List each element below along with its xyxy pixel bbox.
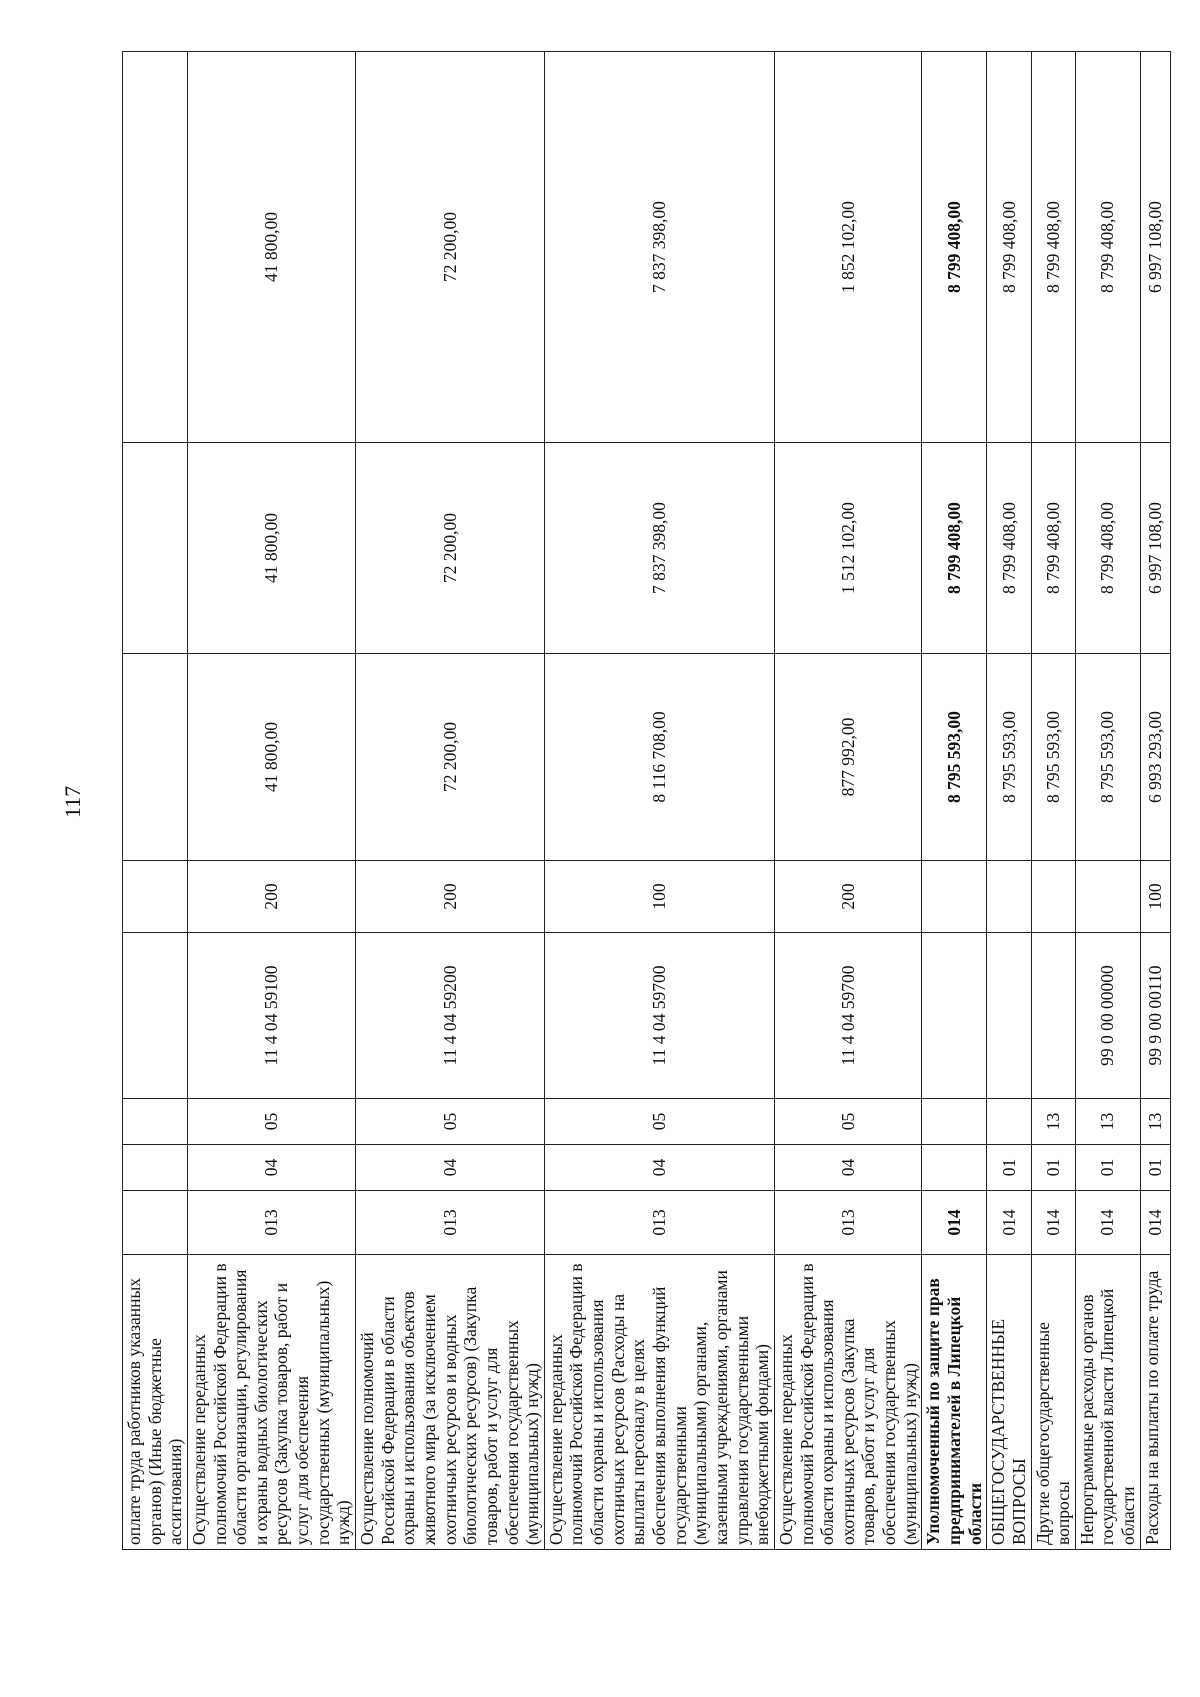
row-pr-code-cell: 05 [774,1099,921,1145]
row-sum-year2-cell: 8 799 408,00 [987,443,1031,654]
row-name-cell: оплате труда работников указанных органов) (Иные бюджетные ассигнования) [123,1255,188,1550]
budget-table-rotated [122,52,1165,1550]
row-sum-year1-cell: 8 795 593,00 [1075,654,1140,861]
row-sum-year2-cell: 1 512 102,00 [774,443,921,654]
row-rz-code-cell: 04 [774,1145,921,1191]
table-row [123,52,188,1550]
row-gr-code-cell: 014 [1031,1191,1075,1255]
row-csr-code-cell: 11 4 04 59200 [356,933,545,1099]
table-row [922,52,987,1550]
row-gr-code-cell: 014 [987,1191,1031,1255]
row-sum-year3-cell [123,52,188,443]
row-sum-year1-cell: 8 795 593,00 [987,654,1031,861]
row-gr-code-cell: 014 [922,1191,987,1255]
row-vr-code-cell: 200 [774,861,921,933]
row-sum-year3-cell: 6 997 108,00 [1140,52,1170,443]
row-pr-code-cell: 13 [1075,1099,1140,1145]
row-csr-code-cell [987,933,1031,1099]
row-sum-year2-cell [123,443,188,654]
row-gr-code-cell: 013 [187,1191,355,1255]
row-name-cell: Осуществление полномочий Российской Федерации в области охраны и использования объектов животного мира (за исключением охотничьих ресурсов и водных биологических ресурсов) (Закупка товаров, работ и услуг для обеспечения государственных (муниципальных) нужд) [356,1255,545,1550]
row-sum-year1-cell: 8 795 593,00 [1031,654,1075,861]
row-csr-code-cell [123,933,188,1099]
row-pr-code-cell [922,1099,987,1145]
page-number: 117 [60,785,85,818]
row-csr-code-cell: 11 4 04 59700 [774,933,921,1099]
row-gr-code-cell [123,1191,188,1255]
row-rz-code-cell [922,1145,987,1191]
row-vr-code-cell: 100 [544,861,774,933]
row-name-cell: Осуществление переданных полномочий Российской Федерации в области охраны и использования охотничьих ресурсов (Закупка товаров, работ и услуг для обеспечения государственных (муниципальных) нужд) [774,1255,921,1550]
row-csr-code-cell: 99 0 00 00000 [1075,933,1140,1099]
row-name-cell: Осуществление переданных полномочий Российской Федерации в области организации, регулирования и охраны водных биологических ресурсов (Закупка товаров, работ и услуг для обеспечения государственных (муниципальных) нужд) [187,1255,355,1550]
row-sum-year1-cell [123,654,188,861]
row-pr-code-cell: 13 [1031,1099,1075,1145]
table-row [774,52,921,1550]
row-rz-code-cell: 04 [356,1145,545,1191]
row-csr-code-cell [922,933,987,1099]
table-row [1140,52,1170,1550]
row-name-cell: Осуществление переданных полномочий Российской Федерации в области охраны и использования охотничьих ресурсов (Расходы на выплаты персоналу в целях обеспечения выполнения функций государственными (муниципальными) органами, казенными учреждениями, органами управления государственными внебюджетными фондами) [544,1255,774,1550]
row-rz-code-cell [123,1145,188,1191]
row-name-cell: Непрограммные расходы органов государственной власти Липецкой области [1075,1255,1140,1550]
row-csr-code-cell: 11 4 04 59100 [187,933,355,1099]
row-rz-code-cell: 01 [1031,1145,1075,1191]
row-csr-code-cell: 99 9 00 00110 [1140,933,1170,1099]
row-sum-year2-cell: 72 200,00 [356,443,545,654]
row-pr-code-cell [123,1099,188,1145]
row-vr-code-cell: 200 [187,861,355,933]
table-row [987,52,1031,1550]
row-name-cell: Другие общегосударственные вопросы [1031,1255,1075,1550]
table-row [187,52,355,1550]
row-rz-code-cell: 01 [1140,1145,1170,1191]
row-sum-year3-cell: 72 200,00 [356,52,545,443]
row-name-cell: ОБЩЕГОСУДАРСТВЕННЫЕ ВОПРОСЫ [987,1255,1031,1550]
row-pr-code-cell: 05 [187,1099,355,1145]
table-row [544,52,774,1550]
row-gr-code-cell: 014 [1075,1191,1140,1255]
row-rz-code-cell: 04 [187,1145,355,1191]
table-row [356,52,545,1550]
row-pr-code-cell [987,1099,1031,1145]
row-vr-code-cell [922,861,987,933]
row-sum-year1-cell: 877 992,00 [774,654,921,861]
row-sum-year1-cell: 72 200,00 [356,654,545,861]
row-gr-code-cell: 014 [1140,1191,1170,1255]
row-sum-year2-cell: 8 799 408,00 [1031,443,1075,654]
row-csr-code-cell: 11 4 04 59700 [544,933,774,1099]
row-sum-year3-cell: 41 800,00 [187,52,355,443]
table-row [1075,52,1140,1550]
row-sum-year1-cell: 41 800,00 [187,654,355,861]
row-vr-code-cell [123,861,188,933]
row-sum-year2-cell: 6 997 108,00 [1140,443,1170,654]
row-pr-code-cell: 05 [544,1099,774,1145]
row-sum-year2-cell: 7 837 398,00 [544,443,774,654]
row-sum-year3-cell: 8 799 408,00 [922,52,987,443]
row-sum-year3-cell: 8 799 408,00 [1031,52,1075,443]
row-sum-year3-cell: 1 852 102,00 [774,52,921,443]
row-vr-code-cell [1075,861,1140,933]
row-gr-code-cell: 013 [774,1191,921,1255]
table-row [1031,52,1075,1550]
row-sum-year3-cell: 7 837 398,00 [544,52,774,443]
row-name-cell: Уполномоченный по защите прав предпринимателей в Липецкой области [922,1255,987,1550]
row-vr-code-cell [987,861,1031,933]
row-vr-code-cell: 200 [356,861,545,933]
row-sum-year2-cell: 8 799 408,00 [922,443,987,654]
row-sum-year1-cell: 6 993 293,00 [1140,654,1170,861]
row-csr-code-cell [1031,933,1075,1099]
row-vr-code-cell [1031,861,1075,933]
row-vr-code-cell: 100 [1140,861,1170,933]
row-rz-code-cell: 01 [1075,1145,1140,1191]
row-gr-code-cell: 013 [356,1191,545,1255]
row-gr-code-cell: 013 [544,1191,774,1255]
row-rz-code-cell: 01 [987,1145,1031,1191]
row-sum-year3-cell: 8 799 408,00 [1075,52,1140,443]
row-sum-year2-cell: 8 799 408,00 [1075,443,1140,654]
row-sum-year1-cell: 8 795 593,00 [922,654,987,861]
row-pr-code-cell: 05 [356,1099,545,1145]
row-name-cell: Расходы на выплаты по оплате труда [1140,1255,1170,1550]
row-sum-year2-cell: 41 800,00 [187,443,355,654]
budget-table [122,51,1171,1550]
row-sum-year3-cell: 8 799 408,00 [987,52,1031,443]
row-pr-code-cell: 13 [1140,1099,1170,1145]
row-rz-code-cell: 04 [544,1145,774,1191]
row-sum-year1-cell: 8 116 708,00 [544,654,774,861]
